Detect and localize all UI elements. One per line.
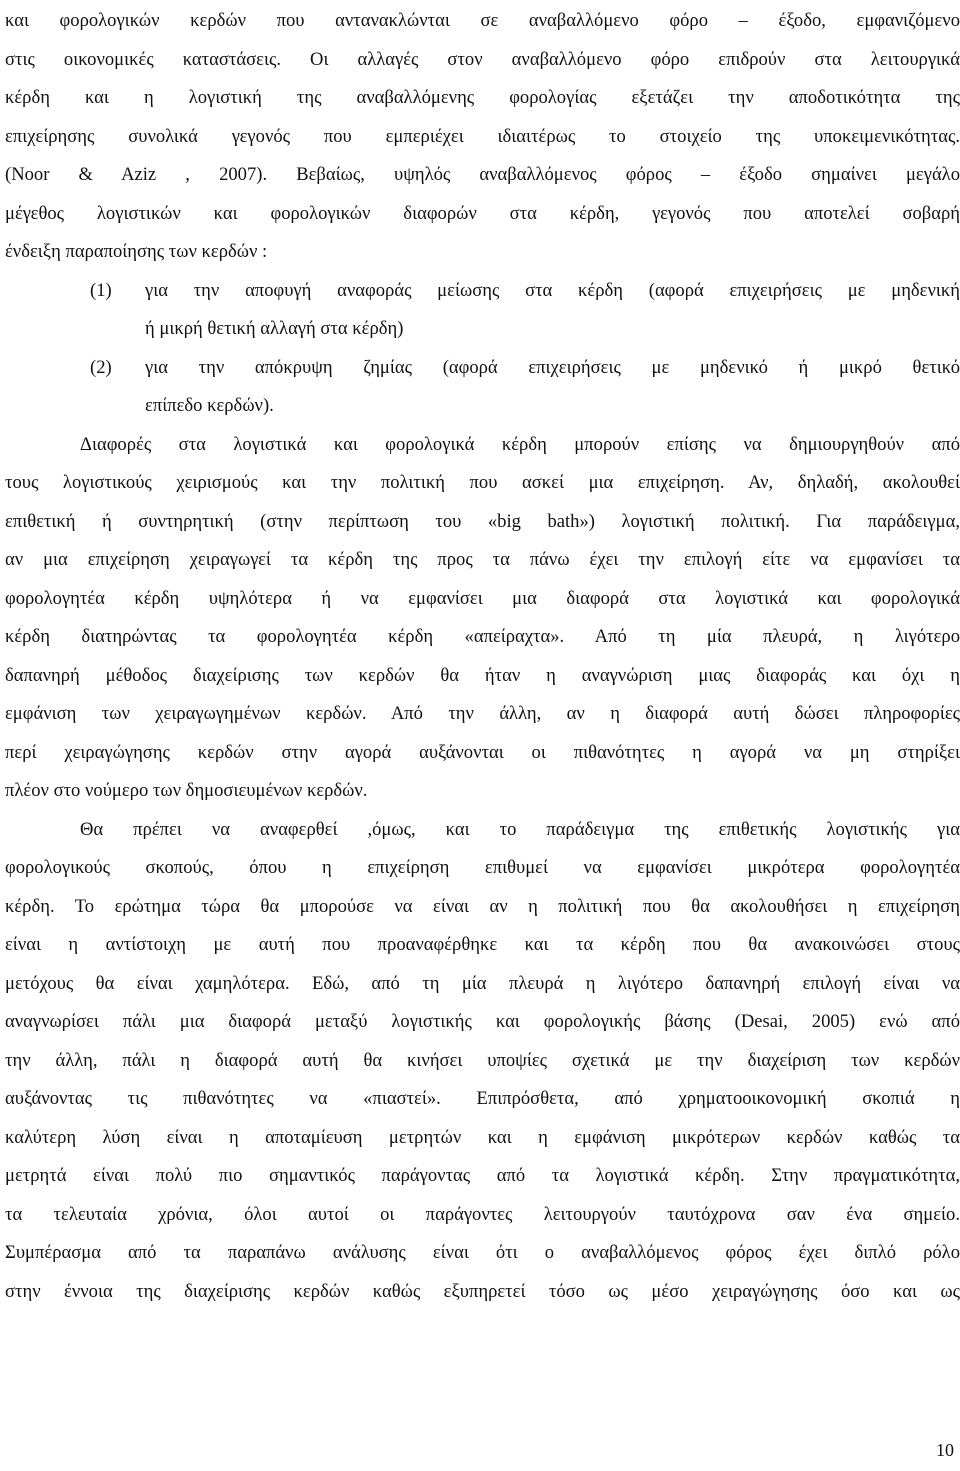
list-item-text: για την απόκρυψη ζημίας (αφορά επιχειρήσεις με μηδενικό ή μικρό θετικό xyxy=(145,356,960,378)
text-line: Διαφορές στα λογιστικά και φορολογικά κέρδη μπορούν επίσης να δημιουργηθούν από xyxy=(80,433,960,455)
text-line: επιχείρησης συνολικά γεγονός που εμπεριέχει ιδιαιτέρως το στοιχείο της υποκειμενικότητας. xyxy=(5,125,960,147)
list-item-text: ή μικρή θετική αλλαγή στα κέρδη) xyxy=(145,318,404,339)
text-line: την άλλη, πάλι η διαφορά αυτή θα κινήσει υποψίες σχετικά με την διαχείριση των κερδών xyxy=(5,1049,960,1071)
text-line: αναγνωρίσει πάλι μια διαφορά μεταξύ λογιστικής και φορολογικής βάσης (Desai, 2005) ενώ από xyxy=(5,1011,960,1032)
text-line: πλέον στο νούμερο των δημοσιευμένων κερδών. xyxy=(5,780,368,801)
text-line: δαπανηρή μέθοδος διαχείρισης των κερδών θα ήταν η αναγνώριση μιας διαφοράς και όχι η xyxy=(5,664,960,686)
text-line: στις οικονομικές καταστάσεις. Οι αλλαγές στον αναβαλλόμενο φόρο επιδρούν στα λειτουργικά xyxy=(5,48,960,70)
text-line: αυξάνοντας τις πιθανότητες να «πιαστεί». Επιπρόσθετα, από χρηματοοικονομική σκοπιά η xyxy=(5,1088,960,1109)
list-item-1 xyxy=(5,272,960,311)
paragraph-3 xyxy=(5,811,960,1312)
text-line: φορολογικούς σκοπούς, όπου η επιχείρηση επιθυμεί να εμφανίσει μικρότερα φορολογητέα xyxy=(5,857,960,878)
text-line: αν μια επιχείρηση χειραγωγεί τα κέρδη της προς τα πάνω έχει την επιλογή είτε να εμφανίσει τα xyxy=(5,549,960,570)
text-line: καλύτερη λύση είναι η αποταμίευση μετρητών και η εμφάνιση μικρότερων κερδών καθώς τα xyxy=(5,1126,960,1148)
text-line: ένδειξη παραποίησης των κερδών : xyxy=(5,241,268,262)
list-number: (2) xyxy=(90,356,112,378)
text-line: στην έννοια της διαχείρισης κερδών καθώς εξυπηρετεί τόσο ως μέσο χειραγώγησης όσο και ως xyxy=(5,1280,960,1302)
text-line: Θα πρέπει να αναφερθεί ,όμως, και το παράδειγμα της επιθετικής λογιστικής για xyxy=(80,818,960,840)
text-line: Συμπέρασμα από τα παραπάνω ανάλυσης είναι ότι ο αναβαλλόμενος φόρος έχει διπλό ρόλο xyxy=(5,1242,960,1263)
text-line: φορολογητέα κέρδη υψηλότερα ή να εμφανίσει μια διαφορά στα λογιστικά και φορολογικά xyxy=(5,587,960,609)
page-text xyxy=(5,2,960,1311)
text-line: επιθετική ή συντηρητική (στην περίπτωση του «big bath») λογιστική πολιτική. Για παράδειγμα, xyxy=(5,510,960,532)
text-line: περί χειραγώγησης κερδών στην αγορά αυξάνονται οι πιθανότητες η αγορά να μη στηρίξει xyxy=(5,741,960,763)
text-line: κέρδη και η λογιστική της αναβαλλόμενης φορολογίας εξετάζει την αποδοτικότητα της xyxy=(5,87,960,108)
text-line: εμφάνιση των χειραγωγημένων κερδών. Από την άλλη, αν η διαφορά αυτή δώσει πληροφορίες xyxy=(5,703,960,724)
list-item-text: για την αποφυγή αναφοράς μείωσης στα κέρδη (αφορά επιχειρήσεις με μηδενική xyxy=(145,279,960,301)
list-item-text: επίπεδο κερδών). xyxy=(145,395,274,416)
paragraph-2 xyxy=(5,426,960,811)
text-line: μετόχους θα είναι χαμηλότερα. Εδώ, από τη μία πλευρά η λιγότερο δαπανηρή επιλογή είναι να xyxy=(5,972,960,994)
list-item-1-continued xyxy=(5,310,960,349)
list-item-2-continued xyxy=(5,387,960,426)
text-line: είναι η αντίστοιχη με αυτή που προαναφέρθηκε και τα κέρδη που θα ανακοινώσει στους xyxy=(5,934,960,955)
text-line: μετρητά είναι πολύ πιο σημαντικός παράγοντας από τα λογιστικά κέρδη. Στην πραγματικότητα, xyxy=(5,1165,960,1186)
text-line: μέγεθος λογιστικών και φορολογικών διαφορών στα κέρδη, γεγονός που αποτελεί σοβαρή xyxy=(5,202,960,224)
list-item-2 xyxy=(5,349,960,388)
text-line: τους λογιστικούς χειρισμούς και την πολιτική που ασκεί μια επιχείρηση. Αν, δηλαδή, ακολουθεί xyxy=(5,472,960,493)
page-number: 10 xyxy=(936,1440,954,1460)
text-line: τα τελευταία χρόνια, όλοι αυτοί οι παράγοντες λειτουργούν ταυτόχρονα σαν ένα σημείο. xyxy=(5,1203,960,1225)
text-line: κέρδη διατηρώντας τα φορολογητέα κέρδη «απείραχτα». Από τη μία πλευρά, η λιγότερο xyxy=(5,626,960,647)
paragraph-1 xyxy=(5,2,960,272)
text-line: (Noor & Aziz , 2007). Βεβαίως, υψηλός αναβαλλόμενος φόρος – έξοδο σημαίνει μεγάλο xyxy=(5,164,960,185)
list-number: (1) xyxy=(90,279,112,301)
text-line: κέρδη. Το ερώτημα τώρα θα μπορούσε να είναι αν η πολιτική που θα ακολουθήσει η επιχείρηση xyxy=(5,895,960,917)
numbered-list xyxy=(5,272,960,426)
text-line: και φορολογικών κερδών που αντανακλώνται σε αναβαλλόμενο φόρο – έξοδο, εμφανιζόμενο xyxy=(5,10,960,31)
